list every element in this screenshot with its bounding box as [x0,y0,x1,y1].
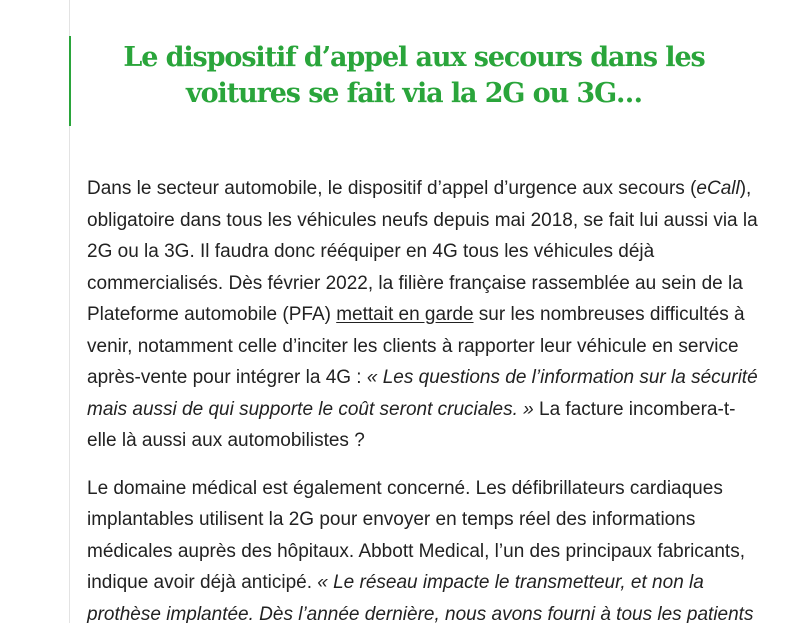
heading-line-2: voitures se fait via la 2G ou 3G… [186,78,642,109]
text-run: médicales auprès des hôpitaux. Abbott Medical, l’un des principaux fabricants, [87,540,745,562]
text-run: 2G ou la 3G. Il faudra donc rééquiper en 4G tous les véhicules déjà [87,241,655,262]
pfa-quote: « Les questions de l’information sur la sécurité [366,367,758,388]
ecall-term: eCall [696,178,740,199]
paragraph-medical [87,473,787,623]
text-run: venir, notamment celle d’inciter les clients à rapporter leur véhicule en service [87,335,739,357]
text-run: après-vente pour intégrer la 4G : [87,367,367,388]
text-run: elle là aussi aux automobilistes ? [87,430,365,451]
pfa-quote-continued: mais aussi de qui supporte le coût seront cruciales. » [87,398,534,420]
heading-accent-bar [69,36,71,126]
text-run: ), [739,178,752,199]
mettait-en-garde-link[interactable]: mettait en garde [336,304,474,325]
text-run: indique avoir déjà anticipé. [87,572,318,593]
text-run: La facture incombera-t- [533,398,736,420]
text-run: Le domaine médical est également concerné. Les défibrillateurs cardiaques [87,477,723,499]
heading-line-1: Le dispositif d’appel aux secours dans les [123,42,705,73]
abbott-quote: « Le réseau impacte le transmetteur, et non la [317,572,704,593]
article-body [87,173,787,623]
abbott-quote-continued: prothèse implantée. Dès l’année dernière, nous avons fourni à tous les patients [87,603,754,623]
text-run: Dans le secteur automobile, le dispositif d’appel d’urgence aux secours ( [87,178,697,199]
section-heading [84,40,744,112]
text-run: Plateforme automobile (PFA) [87,304,337,325]
text-run: obligatoire dans tous les véhicules neufs depuis mai 2018, se fait lui aussi via la [87,209,758,231]
text-run: sur les nombreuses difficultés à [473,304,745,325]
text-run: commercialisés. Dès février 2022, la filière française rassemblée au sein de la [87,272,743,294]
paragraph-ecall [87,173,787,457]
text-run: implantables utilisent la 2G pour envoyer en temps réel des informations [87,509,696,530]
